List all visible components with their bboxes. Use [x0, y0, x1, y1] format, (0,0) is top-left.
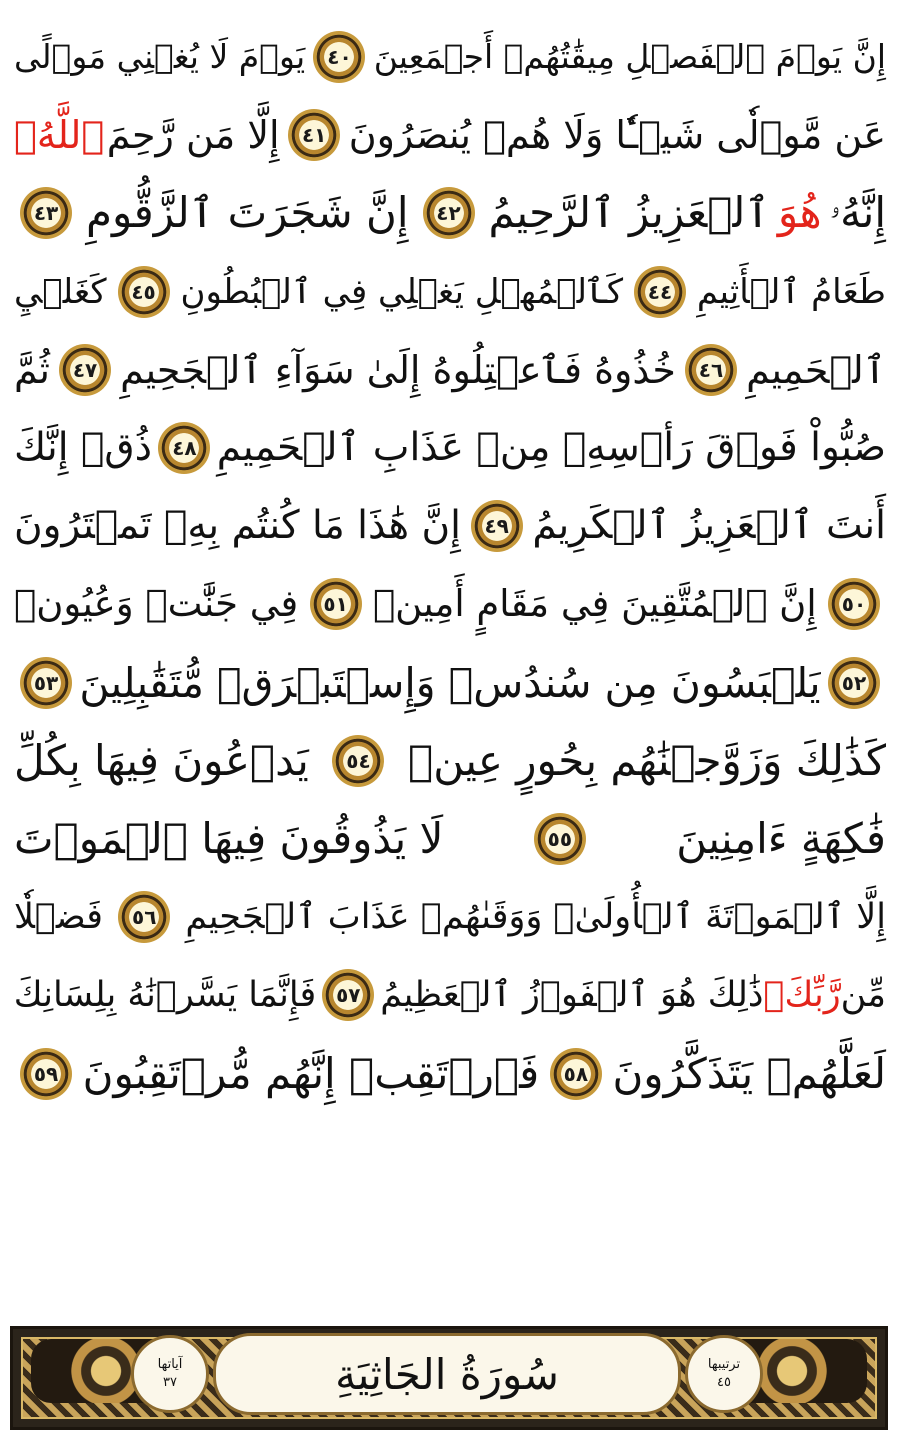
verse-text: كَٱلۡمُهۡلِ يَغۡلِي فِي ٱلۡبُطُونِ: [180, 271, 624, 312]
verse-line: [14, 722, 886, 800]
verse-lines: [14, 18, 886, 1113]
verse-line: [14, 253, 886, 331]
verse-text: مِّن: [840, 975, 886, 1016]
verse-text: إِنَّهُۥ: [829, 188, 886, 238]
verse-text: لَا يَذُوقُونَ فِيهَا ٱلۡمَوۡتَ: [14, 813, 444, 863]
verse-text: ذُقۡ إِنَّكَ: [14, 425, 153, 471]
verse-text: فَإِنَّمَا يَسَّرۡنَٰهُ بِلِسَانِكَ: [13, 975, 317, 1016]
verse-text: ذَٰلِكَ هُوَ ٱلۡفَوۡزُ ٱلۡعَظِيمُ: [380, 975, 764, 1016]
verse-text: يَوۡمَ لَا يُغۡنِي مَوۡلًى: [14, 37, 306, 77]
verse-text: كَغَلۡيِ: [14, 271, 107, 312]
ayah-number-marker: ٤٤: [634, 266, 686, 318]
ayah-number-marker: ٥٥: [534, 813, 586, 865]
verse-line: [14, 956, 886, 1034]
verse-text: ثُمَّ: [14, 347, 50, 392]
verse-line: [14, 409, 886, 487]
verse-text: يَلۡبَسُونَ مِن سُندُسٖ وَإِسۡتَبۡرَقٖ مُّتَقَٰبِلِينَ: [79, 658, 821, 707]
verse-line: [14, 487, 886, 565]
verses-count-medallion: [131, 1335, 209, 1413]
divine-name-text: رَّبِّكَۚ: [763, 975, 841, 1016]
ayah-number-marker: ٥٤: [332, 735, 384, 787]
verses-label: آياتها: [157, 1357, 183, 1372]
verse-text: فَٱرۡتَقِبۡ إِنَّهُم مُّرۡتَقِبُونَ: [82, 1048, 540, 1098]
ayah-number-marker: ٤٩: [471, 500, 523, 552]
ayah-number-marker: ٤١: [288, 109, 340, 161]
verse-line: [14, 331, 886, 409]
divine-name-text: هُوَ: [777, 188, 822, 238]
verse-text: إِنَّ هَٰذَا مَا كُنتُم بِهِۦ تَمۡتَرُونَ: [14, 503, 461, 549]
verse-text: إِلَّا مَن رَّحِمَ: [106, 113, 280, 158]
ayah-number-marker: ٤٨: [158, 422, 210, 474]
ayah-number-marker: ٥٨: [550, 1048, 602, 1100]
verse-text: لَعَلَّهُمۡ يَتَذَكَّرُونَ: [612, 1048, 886, 1098]
verse-line: [14, 96, 886, 174]
verse-text: خُذُوهُ فَٱعۡتِلُوهُ إِلَىٰ سَوَآءِ ٱلۡجَحِيمِ: [120, 347, 676, 392]
verse-text: إِنَّ ٱلۡمُتَّقِينَ فِي مَقَامٍ أَمِينٖ: [372, 582, 817, 626]
verse-text: ٱلۡعَزِيزُ ٱلرَّحِيمُ: [488, 188, 770, 238]
verse-text: فَضۡلٗا: [14, 897, 103, 938]
surah-title-cartouche: [213, 1333, 681, 1415]
ayah-number-marker: ٤٦: [685, 344, 737, 396]
verse-text: إِنَّ يَوۡمَ ٱلۡفَصۡلِ مِيقَٰتُهُمۡ أَجۡمَعِينَ: [373, 37, 886, 77]
verse-line: [14, 1034, 886, 1112]
ayah-number-marker: ٥٦: [118, 891, 170, 943]
ayah-number-marker: ٥٩: [20, 1048, 72, 1100]
divine-name-text: ٱللَّهُۚ: [14, 113, 105, 158]
order-label: ترتيبها: [707, 1357, 741, 1372]
verse-text: إِنَّ شَجَرَتَ ٱلزَّقُّومِ: [85, 188, 409, 238]
verse-text: يَدۡعُونَ فِيهَا بِكُلِّ: [14, 735, 309, 785]
ayah-number-marker: ٥٢: [828, 657, 880, 709]
verse-text: كَذَٰلِكَ وَزَوَّجۡنَٰهُم بِحُورٍ عِينٖ: [408, 735, 886, 785]
ayah-number-marker: ٤٥: [118, 266, 170, 318]
verses-value: ٣٧: [163, 1375, 177, 1390]
verse-text: أَنتَ ٱلۡعَزِيزُ ٱلۡكَرِيمُ: [532, 503, 886, 549]
verse-line: [14, 18, 886, 96]
ayah-number-marker: ٥١: [310, 578, 362, 630]
verse-text: فِي جَنَّٰتٖ وَعُيُونٖ: [14, 582, 299, 626]
ayah-number-marker: ٥٧: [322, 969, 374, 1021]
verse-text: طَعَامُ ٱلۡأَثِيمِ: [696, 271, 886, 312]
surah-header-frame: [10, 1326, 888, 1430]
verse-text: فَٰكِهَةٍ ءَامِنِينَ: [676, 813, 886, 863]
order-value: ٤٥: [717, 1375, 731, 1390]
ayah-number-marker: ٥٠: [828, 578, 880, 630]
verse-line: [14, 878, 886, 956]
ayah-number-marker: ٥٣: [20, 657, 72, 709]
verse-text: إِلَّا ٱلۡمَوۡتَةَ ٱلۡأُولَىٰۖ وَوَقَىٰهُمۡ عَذَابَ ٱلۡجَحِيمِ: [185, 897, 886, 938]
verse-text: صُبُّواْ فَوۡقَ رَأۡسِهِۦ مِنۡ عَذَابِ ٱلۡحَمِيمِ: [216, 425, 886, 471]
verse-line: [14, 644, 886, 722]
verse-line: [14, 174, 886, 252]
verse-line: [14, 565, 886, 643]
ayah-number-marker: ٤٣: [20, 187, 72, 239]
ayah-number-marker: ٤٢: [423, 187, 475, 239]
surah-name: سُورَةُ الجَاثِيَةِ: [335, 1349, 559, 1399]
surah-order-medallion: [685, 1335, 763, 1413]
ayah-number-marker: ٤٧: [59, 344, 111, 396]
verse-text: ٱلۡحَمِيمِ: [746, 347, 886, 392]
verse-line: [14, 800, 886, 878]
verse-text: عَن مَّوۡلٗى شَيۡـٔٗا وَلَا هُمۡ يُنصَرُونَ: [348, 113, 886, 158]
ayah-number-marker: ٤٠: [313, 31, 365, 83]
